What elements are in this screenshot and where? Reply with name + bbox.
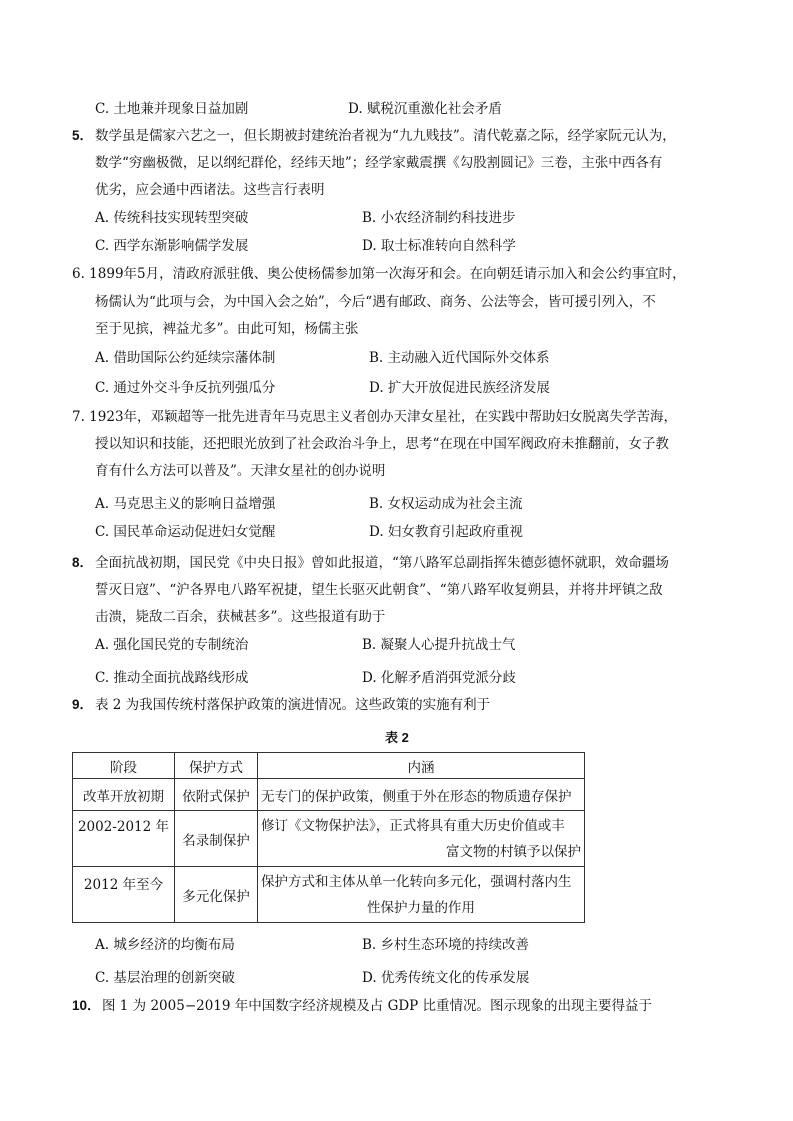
q7-option-c: C. 国民革命运动促进妇女觉醒 — [95, 524, 276, 540]
q6-line-3: 至于见摈，裨益尤多”。由此可知，杨儒主张 — [95, 321, 359, 337]
q5-line-3: 优劣，应会通中西诸法。这些言行表明 — [95, 182, 325, 198]
q10-text: 图 1 为 2005−2019 年中国数字经济规模及占 GDP 比重情况。图示现象的出现主要得益于 — [102, 998, 653, 1014]
table-row — [73, 811, 585, 867]
table-2 — [72, 752, 585, 923]
q5-option-c: C. 西学东渐影响儒学发展 — [95, 238, 249, 254]
q8-line-1: 全面抗战初期，国民党《中央日报》曾如此报道，“第八路军总副指挥朱德彭德怀就职，效命疆场 — [95, 555, 669, 571]
q9-option-d: D. 优秀传统文化的传承发展 — [362, 970, 530, 986]
q7-option-b: B. 女权运动成为社会主流 — [369, 496, 523, 512]
table-cell-stage: 改革开放初期 — [73, 779, 175, 811]
table-2-caption: 表 2 — [385, 730, 409, 745]
table-cell-method: 名录制保护 — [175, 811, 258, 867]
q9-option-b: B. 乡村生态环境的持续改善 — [362, 937, 530, 953]
table-cell-content-line-1: 保护方式和主体从单一化转向多元化，强调村落内生 — [261, 873, 572, 890]
table-cell-stage: 2002-2012 年 — [73, 811, 175, 867]
q9-option-c: C. 基层治理的创新突破 — [95, 970, 235, 986]
q8-option-b: B. 凝聚人心提升抗战士气 — [362, 637, 516, 653]
table-row — [73, 779, 585, 811]
q6-line-2: 杨儒认为“此项与会，为中国入会之始”，今后“遇有邮政、商务、公法等会，皆可援引列入，不 — [95, 294, 656, 310]
table-cell-content — [258, 867, 585, 923]
table-cell-content — [258, 811, 585, 867]
table-cell-method: 多元化保护 — [175, 867, 258, 923]
q6-option-c: C. 通过外交斗争反抗列强瓜分 — [95, 380, 276, 396]
q4-option-c: C. 土地兼并现象日益加剧 — [95, 101, 249, 117]
q4-option-d: D. 赋税沉重激化社会矛盾 — [348, 101, 502, 117]
table-header-stage: 阶段 — [73, 753, 175, 779]
table-cell-content-line-1: 修订《文物保护法》，正式将具有重大历史价值或丰 — [261, 817, 565, 834]
table-cell-content — [258, 779, 585, 811]
q5-line-2: 数学“穷幽极微，足以纲纪群伦，经纬天地”；经学家戴震撰《勾股割圆记》三卷，主张中西各有 — [95, 155, 663, 171]
table-header-content: 内涵 — [258, 753, 585, 779]
q8-option-d: D. 化解矛盾消弭党派分歧 — [362, 670, 516, 686]
q6-line-1: 6. 1899年5月，清政府派驻俄、奥公使杨儒参加第一次海牙和会。在向朝廷请示加入和会公约事宜时， — [72, 266, 686, 282]
q5-option-a: A. 传统科技实现转型突破 — [95, 210, 249, 226]
q8-line-3: 击溃，毙敌二百余，获械甚多”。这些报道有助于 — [95, 609, 386, 625]
table-cell-stage: 2012 年至今 — [73, 867, 175, 923]
q6-option-d: D. 扩大开放促进民族经济发展 — [369, 380, 550, 396]
q6-option-b: B. 主动融入近代国际外交体系 — [369, 350, 550, 366]
q8-option-c: C. 推动全面抗战路线形成 — [95, 670, 249, 686]
q5-line-1: 数学虽是儒家六艺之一，但长期被封建统治者视为“九九贱技”。清代乾嘉之际，经学家阮元认为， — [95, 128, 676, 144]
q7-line-1: 7. 1923年，邓颖超等一批先进青年马克思主义者创办天津女星社，在实践中帮助妇女脱离失学苦海， — [72, 409, 678, 425]
table-cell-content-line-2: 富文物的村镇予以保护 — [446, 843, 581, 860]
q7-option-d: D. 妇女教育引起政府重视 — [369, 524, 523, 540]
q7-line-2: 授以知识和技能，还把眼光放到了社会政治斗争上，思考“在现在中国军阀政府未推翻前，女子教 — [95, 436, 669, 452]
q5-option-b: B. 小农经济制约科技进步 — [362, 210, 516, 226]
table-cell-content-line-2: 性保护力量的作用 — [367, 899, 475, 916]
table-header-method: 保护方式 — [175, 753, 258, 779]
q8-option-a: A. 强化国民党的专制统治 — [95, 637, 249, 653]
q5-option-d: D. 取士标准转向自然科学 — [362, 238, 516, 254]
q7-option-a: A. 马克思主义的影响日益增强 — [95, 496, 276, 512]
q9-text: 表 2 为我国传统村落保护政策的演进情况。这些政策的实施有利于 — [95, 697, 491, 713]
q7-line-3: 育有什么方法可以普及”。天津女星社的创办说明 — [95, 463, 386, 479]
q8-line-2: 誓灭日寇”、“沪各界电八路军祝捷，望生长驱灭此朝食”、“第八路军收复朔县，并将井坪镇之敌 — [95, 582, 663, 598]
q9-number: 9． — [72, 697, 94, 712]
q5-number: 5． — [72, 128, 94, 143]
table-cell-content-line-1: 无专门的保护政策，侧重于外在形态的物质遗存保护 — [261, 788, 572, 805]
table-header-row — [73, 753, 585, 779]
table-row — [73, 867, 585, 923]
q8-number: 8． — [72, 555, 94, 570]
table-cell-method: 依附式保护 — [175, 779, 258, 811]
q10-number: 10． — [72, 998, 101, 1013]
q9-option-a: A. 城乡经济的均衡布局 — [95, 937, 235, 953]
q6-option-a: A. 借助国际公约延续宗藩体制 — [95, 350, 276, 366]
